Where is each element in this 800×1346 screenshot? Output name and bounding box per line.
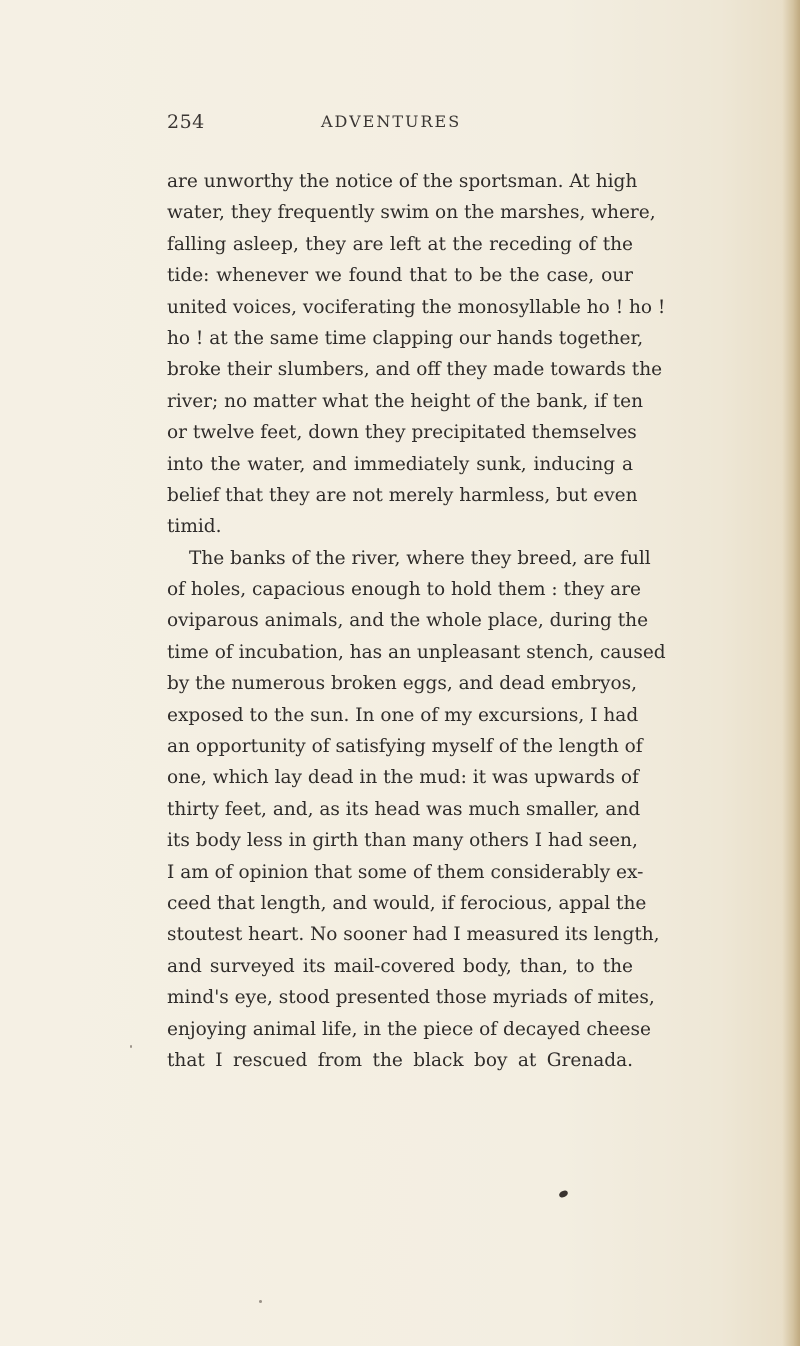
text-line: The banks of the river, where they breed, are full bbox=[189, 547, 651, 569]
text-line: united voices, vociferating the monosyllable ho ! ho ! bbox=[167, 296, 666, 318]
text-line: thirty feet, and, as its head was much smaller, and bbox=[167, 798, 641, 820]
text-line: stoutest heart. No sooner had I measured its length, bbox=[167, 924, 660, 946]
text-line: enjoying animal life, in the piece of decayed cheese bbox=[167, 1018, 651, 1040]
text-line: or twelve feet, down they precipitated themselves bbox=[167, 422, 637, 444]
text-line: its body less in girth than many others I had seen, bbox=[167, 830, 638, 852]
text-line: exposed to the sun. In one of my excursions, I had bbox=[167, 704, 639, 726]
running-head: ADVENTURES bbox=[321, 112, 462, 131]
text-line: I am of opinion that some of them considerably ex- bbox=[167, 861, 644, 883]
page-number: 254 bbox=[167, 111, 205, 133]
page-edge-shadow bbox=[782, 0, 800, 1346]
text-line: water, they frequently swim on the marshes, where, bbox=[167, 202, 656, 224]
text-line: broke their slumbers, and off they made towards the bbox=[167, 359, 663, 381]
text-line: timid. bbox=[167, 516, 222, 538]
text-line: ceed that length, and would, if ferocious, appal the bbox=[167, 892, 647, 914]
text-line: falling asleep, they are left at the receding of the bbox=[167, 233, 633, 255]
text-line: belief that they are not merely harmless, but even bbox=[167, 484, 638, 506]
text-line: mind's eye, stood presented those myriads of mites, bbox=[167, 987, 655, 1009]
text-line: by the numerous broken eggs, and dead embryos, bbox=[167, 673, 637, 695]
text-line: that I rescued from the black boy at Grenada. bbox=[167, 1049, 633, 1071]
page-header bbox=[167, 111, 633, 139]
text-line: are unworthy the notice of the sportsman. At high bbox=[167, 171, 638, 192]
paper-speck bbox=[130, 1045, 132, 1048]
text-line: of holes, capacious enough to hold them : they are bbox=[167, 579, 641, 601]
text-line: ho ! at the same time clapping our hands together, bbox=[167, 327, 644, 349]
text-line: one, which lay dead in the mud: it was upwards of bbox=[167, 767, 639, 789]
paper-speck bbox=[259, 1300, 262, 1303]
text-line: time of incubation, has an unpleasant stench, caused bbox=[167, 641, 666, 663]
body-text bbox=[167, 166, 666, 1076]
text-line: oviparous animals, and the whole place, during the bbox=[167, 610, 649, 632]
text-line: tide: whenever we found that to be the case, our bbox=[167, 265, 633, 287]
text-line: and surveyed its mail-covered body, than, to the bbox=[167, 955, 633, 977]
ink-blot bbox=[558, 1190, 569, 1199]
text-line: river; no matter what the height of the bank, if ten bbox=[167, 390, 644, 412]
text-line: an opportunity of satisfying myself of the length of bbox=[167, 736, 643, 758]
text-line: into the water, and immediately sunk, inducing a bbox=[167, 453, 633, 475]
